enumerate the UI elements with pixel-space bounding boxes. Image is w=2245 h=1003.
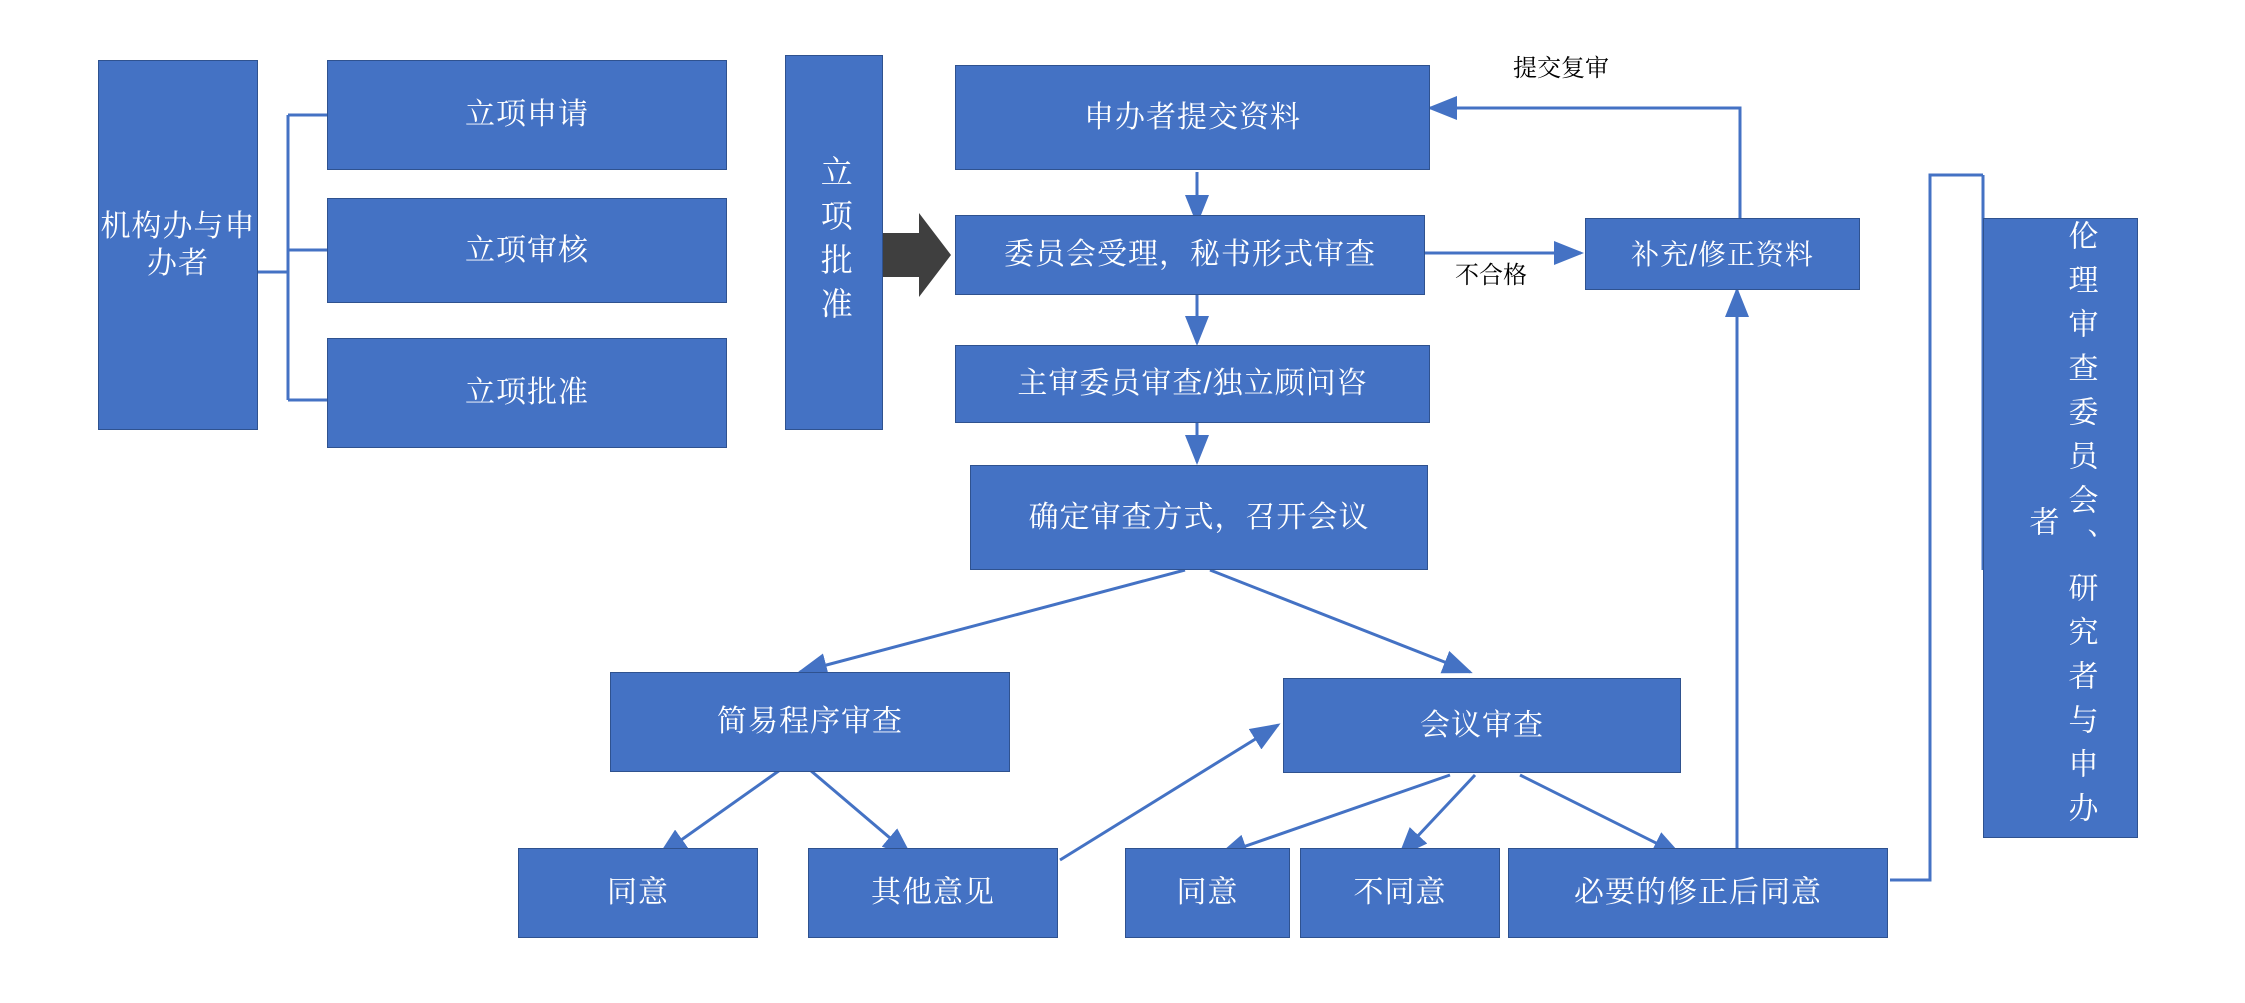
node-label: 会议审查 [1420,708,1544,742]
node-org-applicant[interactable] [98,60,258,430]
node-project-review[interactable] [327,198,727,303]
node-submit-materials[interactable] [955,65,1430,170]
node-label: 立项审核 [465,233,589,267]
node-project-apply[interactable] [327,60,727,170]
node-main-reviewer[interactable] [955,345,1430,423]
node-supplement-materials[interactable] [1585,218,1860,290]
node-simple-procedure[interactable] [610,672,1010,772]
node-label: 伦理审查委员会、研究者与申办者 [2024,220,2097,836]
node-other-opinion[interactable] [808,848,1058,938]
edge-label-text: 不合格 [1455,262,1527,289]
node-label: 补充/修正资料 [1631,238,1814,270]
edge-label-text: 提交复审 [1513,55,1609,82]
node-label: 立项批准 [465,376,589,410]
block-arrow-icon [883,205,953,305]
node-label: 机构办与申办者 [100,209,256,280]
node-label: 申办者提交资料 [1084,100,1301,134]
node-ethics-committee-band[interactable] [1983,218,2138,838]
node-label: 不同意 [1353,876,1447,910]
node-label: 委员会受理，秘书形式审查 [1004,238,1376,272]
node-label: 主审委员审查/独立顾问咨 [1017,367,1368,401]
node-disagree-meeting[interactable] [1300,848,1500,938]
node-label: 其他意见 [871,876,995,910]
node-committee-accept[interactable] [955,215,1425,295]
node-label: 立项申请 [465,98,589,132]
node-project-approve[interactable] [327,338,727,448]
node-label: 必要的修正后同意 [1574,876,1822,910]
node-agree-after-revision[interactable] [1508,848,1888,938]
node-label: 同意 [607,876,669,910]
node-meeting-review[interactable] [1283,678,1681,773]
edge-label-unqualified [1455,255,1527,290]
node-label: 同意 [1176,876,1239,910]
node-decide-method[interactable] [970,465,1428,570]
node-label: 确定审查方式，召开会议 [1028,500,1370,534]
node-agree-meeting[interactable] [1125,848,1290,938]
node-agree-simple[interactable] [518,848,758,938]
edge-label-resubmit [1513,48,1609,83]
node-label: 立项批准 [816,154,853,331]
node-project-approval-band[interactable] [785,55,883,430]
node-label: 简易程序审查 [717,705,903,739]
